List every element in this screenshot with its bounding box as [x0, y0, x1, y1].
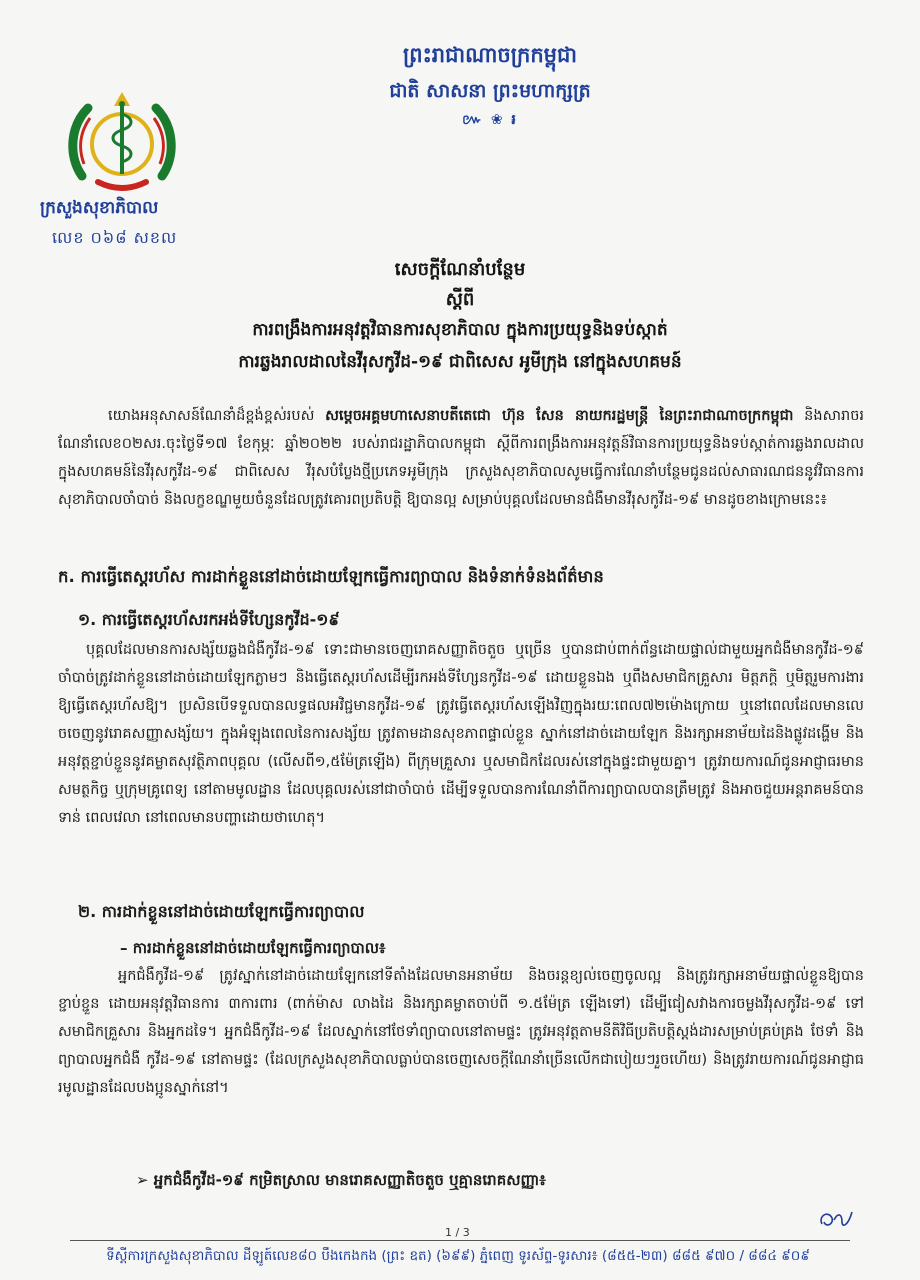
isolation-subheading: – ការដាក់ខ្លួននៅដាច់ដោយឡែកធ្វើការព្យាបាល៖ [120, 939, 386, 957]
header-ornament: ៚ ❀ ៛ [462, 112, 518, 128]
document-number: លេខ ០៦៨ សខល [52, 228, 178, 247]
ministry-name: ក្រសួងសុខាភិបាល [40, 198, 159, 218]
title-line-1: ការពង្រឹងការអនុវត្តវិធានការសុខាភិបាល ក្នុងការប្រយុទ្ធនិងទប់ស្កាត់ [252, 320, 668, 340]
footer-divider [70, 1240, 850, 1241]
ministry-logo-icon [58, 86, 186, 198]
document-title-block [60, 254, 860, 378]
page-number: 1 / 3 [445, 1226, 470, 1239]
section-2-body: អ្នកជំងឺកូវីដ-១៩ ត្រូវស្នាក់នៅដាច់ដោយឡែកនៅទីតាំងដែលមានអនាម័យ និងចរន្តខ្យល់ចេញចូលល្អ និងត្រូវរក្សាអនាម័យផ្ទាល់ខ្លួនឱ្យបានខ្ជាប់ខ្ជួន ដោយអនុវត្តវិធានការ ៣ការពារ (ពាក់ម៉ាស លាងដៃ និងរក្សាគម្លាតចាប់ពី ១.៥ម៉ែត្រ ឡើងទៅ) ដើម្បីជៀសវាងការចម្លងវីរុសកូវីដ-១៩ ទៅសមាជិកគ្រួសារ និងអ្នកដទៃ។ អ្នកជំងឺកូវីដ-១៩ ដែលស្នាក់នៅថែទាំព្យាបាលនៅតាមផ្ទះ ត្រូវអនុវត្តតាមនីតិវិធីប្រតិបត្តិស្តង់ដារសម្រាប់គ្រប់គ្រង ថែទាំ និងព្យាបាលអ្នកជំងឺ កូវីដ-១៩ នៅតាមផ្ទះ (ដែលក្រសួងសុខាភិបាលធ្លាប់បានចេញសេចក្តីណែនាំច្រើនលើកជាបៀយៗរួចហើយ) និងត្រូវរាយការណ៍ជូនអាជ្ញាធរមូលដ្ឋានដែលបងប្អូនស្នាក់នៅ។ [58, 968, 864, 1096]
document-title: សេចក្តីណែនាំបន្ថែម [394, 259, 526, 280]
intro-text-rest: និងសារាចរណែនាំលេខ០២សរ.ចុះថ្ងៃទី១៧ ខែកុម្ភៈ ឆ្នាំ២០២២ របស់រាជរដ្ឋាភិបាលកម្ពុជា ស្តីពីការពង្រឹងការអនុវត្តន៍វិធានការប្រយុទ្ធនិងទប់ស្កាត់ការឆ្លងរាលដាលក្នុងសហគមន៍នៃវីរុសកូវីដ-១៩ ជាពិសេស វីរុសបំប្លែងថ្មីប្រភេទអូមីក្រុង ក្រសួងសុខាភិបាលសូមធ្វើការណែនាំបន្ថែមជូនដល់សាធារណជននូវវិធានការសុខាភិបាលចាំបាច់ និងលក្ខខណ្ឌមួយចំនួនដែលត្រូវគោរពប្រតិបត្តិ ឱ្យបានល្អ សម្រាប់បុគ្គលដែលមានជំងឺមានវីរុសកូវីដ-១៩ មានដូចខាងក្រោមនេះ៖ [58, 408, 865, 508]
section-a-heading: ក. ការធ្វើតេស្តរហ័ស ការដាក់ខ្លួននៅដាច់ដោយឡែកធ្វើការព្យាបាល និងទំនាក់ទំនងព័ត៌មាន [58, 567, 604, 586]
section-1-body: បុគ្គលដែលមានការសង្ស័យឆ្លងជំងឺកូវីដ-១៩ ទោះជាមានចេញរោគសញ្ញាតិចតួច ឬច្រើន ឬបានជាប់ពាក់ព័ន្ធដោយផ្ទាល់ជាមួយអ្នកជំងឺមានកូវីដ-១៩ ចាំបាច់ត្រូវដាក់ខ្លួននៅដាច់ដោយឡែកភ្លាមៗ និងធ្វើតេស្តរហ័សដើម្បីរកអង់ទីហ្សែនកូវីដ-១៩ ដោយខ្លួនឯង ឬពឹងសមាជិកគ្រួសារ មិត្តភក្តិ ឬមិត្តរួមការងារ ឱ្យធ្វើតេស្តរហ័សឱ្យ។ ប្រសិនបើទទួលបានលទ្ធផលអវិជ្ជមានកូវីដ-១៩ ត្រូវធ្វើតេស្តរហ័សឡើងវិញក្នុងរយៈពេល៧២ម៉ោងក្រោយ ឬនៅពេលដែលមានលេចចេញនូវរោគសញ្ញាសង្ស័យ។ ក្នុងអំឡុងពេលនៃការសង្ស័យ ត្រូវតាមដានសុខភាពផ្ទាល់ខ្លួន ស្នាក់នៅដាច់ដោយឡែក និងរក្សាអនាម័យដៃនិងផ្លូវដង្ហើម និងអនុវត្តខ្ជាប់ខ្ជួននូវគម្លាតសុវត្ថិភាពបុគ្គល (លើសពី១,៥ម៉ែត្រឡើង) ពីក្រុមគ្រួសារ ឬសមាជិកដែលរស់នៅក្នុងផ្ទះជាមួយគ្នា។ ត្រូវរាយការណ៍ជូនអាជ្ញាធរមានសមត្ថកិច្ច ឬក្រុមគ្រូពេទ្យ នៅតាមមូលដ្ឋាន ដែលបុគ្គលរស់នៅជាចាំបាច់ ដើម្បីទទួលបានការណែនាំពីការព្យាបាលបានត្រឹមត្រូវ និងអាចជួយអន្តរាគមន៍បានទាន់ ពេលវេលា នៅពេលមានបញ្ហាដោយថាហេតុ។ [58, 642, 864, 826]
national-motto: ជាតិ សាសនា ព្រះមហាក្សត្រ [389, 80, 591, 102]
intro-text-bold: សម្តេចអគ្គមហាសេនាបតីតេជោ ហ៊ុន សែន នាយករដ្ឋមន្ត្រី នៃព្រះរាជាណាចក្រកម្ពុជា [325, 408, 794, 424]
title-line-2: ការឆ្លងរាលដាលនៃវីរុសកូវីដ-១៩ ជាពិសេស អូមីក្រុង នៅក្នុងសហគមន៍ [238, 352, 682, 372]
kingdom-name: ព្រះរាជាណាចក្រកម្ពុជា [402, 43, 577, 67]
kingdom-header [340, 40, 640, 130]
intro-paragraph [58, 402, 864, 514]
section-2-heading: ២. ការដាក់ខ្លួននៅដាច់ដោយឡែកធ្វើការព្យាបាល [78, 902, 365, 921]
initials-signature-icon [816, 1206, 856, 1232]
intro-text-start: យោងអនុសាសន៍ណែនាំដ៏ខ្ពង់ខ្ពស់របស់ [108, 408, 326, 424]
footer-address: ទីស្តីការក្រសួងសុខាភិបាល ដីឡូត៍លេខ៨០ បឹងកេងកង (ព្រះ ឧត) (៦៩៩) ភ្នំពេញ ទូរស័ព្ទ-ទូរសារ៖ (៨៥៥-២៣) ៨៨៥ ៩៧០ / ៨៨៤ ៩០៩ [106, 1248, 810, 1264]
section-1-heading: ១. ការធ្វើតេស្តរហ័សរកអង់ទីហ្សែនកូវីដ-១៩ [78, 610, 340, 629]
mild-case-subheading: ➢ អ្នកជំងឺកូវីដ-១៩ កម្រិតស្រាល មានរោគសញ្ញាតិចតួច ឬគ្មានរោគសញ្ញា៖ [136, 1171, 546, 1189]
title-subject-label: ស្តីពី [445, 289, 475, 310]
